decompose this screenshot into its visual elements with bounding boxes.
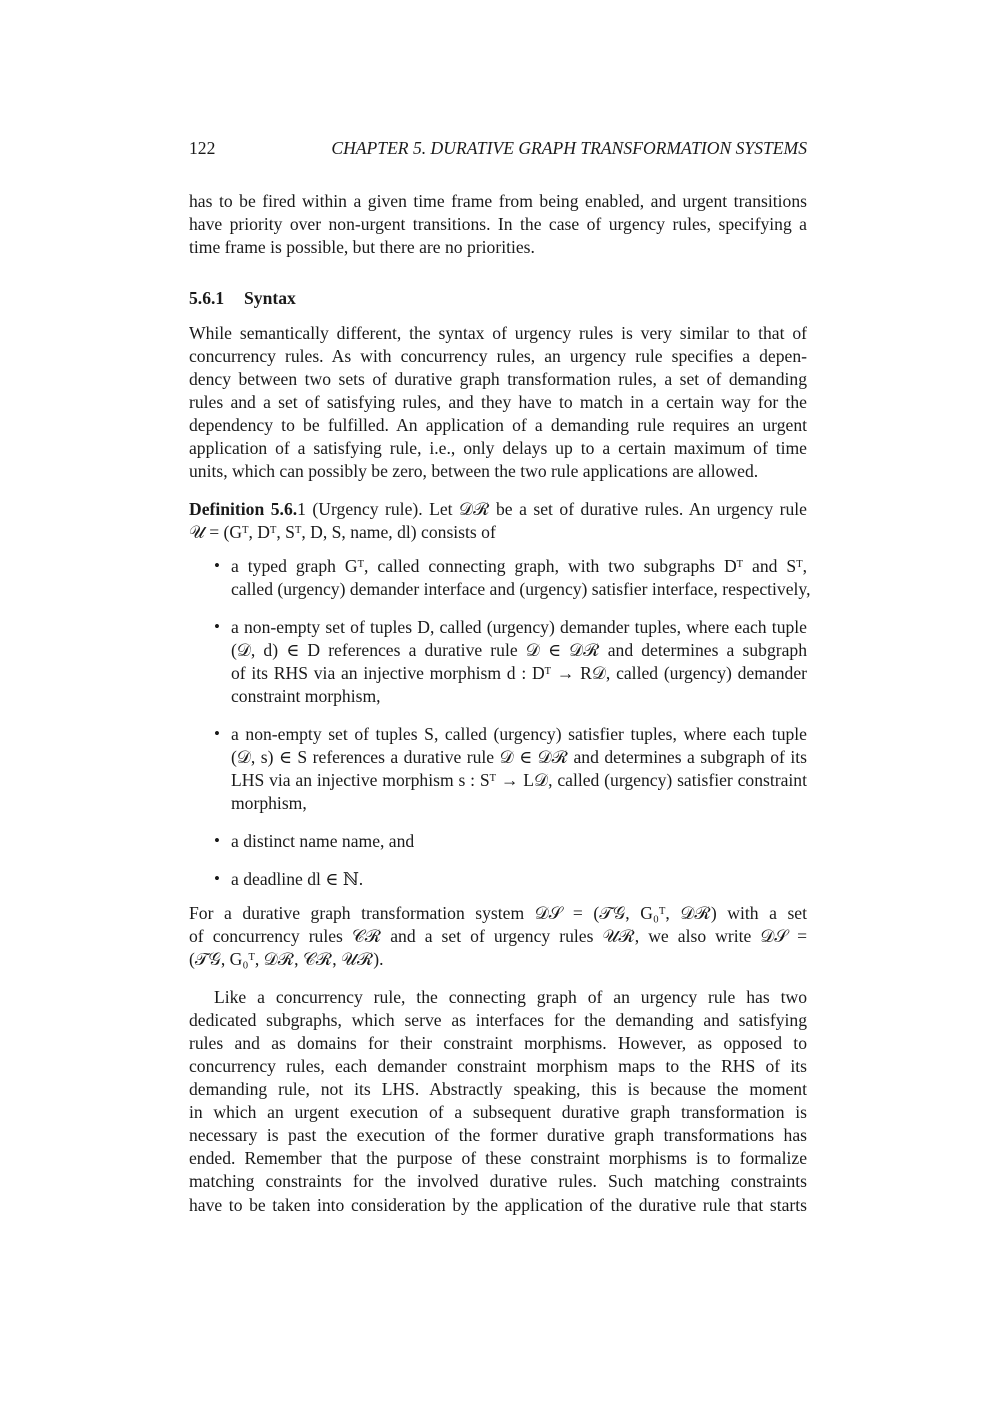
text-line: rules and as domains for their constraint morphisms. However, as opposed to bbox=[189, 1033, 807, 1053]
text-line: of concurrency rules 𝒞ℛ and a set of urgency rules 𝒰ℛ, we also write 𝒟𝒮 = bbox=[189, 926, 807, 946]
text-line: units, which can possibly be zero, between the two rule applications are allowed. bbox=[189, 461, 759, 481]
running-title: CHAPTER 5. DURATIVE GRAPH TRANSFORMATION SYSTEMS bbox=[331, 138, 807, 158]
text-line: While semantically different, the syntax of urgency rules is very similar to that of bbox=[189, 323, 807, 343]
text-line: Like a concurrency rule, the connecting graph of an urgency rule has two bbox=[214, 987, 807, 1007]
text-line: a non-empty set of tuples S, called (urgency) satisfier tuples, where each tuple bbox=[231, 724, 807, 744]
text-line: For a durative graph transformation system 𝒟𝒮 = (𝒯𝒢, G₀ᵀ, 𝒟ℛ) with a set bbox=[189, 903, 807, 923]
text-line: rules and a set of satisfying rules, and they have to match in a certain way for the bbox=[189, 392, 807, 412]
text-line: concurrency rules, each demander constraint morphism maps to the RHS of its bbox=[189, 1056, 807, 1076]
text-line: has to be fired within a given time frame from being enabled, and urgent transitions bbox=[189, 191, 807, 211]
text-line: necessary is past the execution of the former durative graph transformations has bbox=[189, 1125, 807, 1145]
bullet-icon: • bbox=[214, 617, 220, 636]
text-line: have priority over non-urgent transitions. In the case of urgency rules, specifying a bbox=[189, 214, 807, 234]
text-line: a typed graph Gᵀ, called connecting graph, with two subgraphs Dᵀ and Sᵀ, bbox=[231, 556, 807, 576]
text-line: 𝒰 = (Gᵀ, Dᵀ, Sᵀ, D, S, name, dl) consists of bbox=[189, 522, 496, 542]
text-line: a deadline dl ∈ ℕ. bbox=[231, 869, 364, 889]
text-line: have to be taken into consideration by the application of the durative rule that starts bbox=[189, 1195, 807, 1215]
section-title: Syntax bbox=[244, 288, 296, 308]
section-number: 5.6.1 bbox=[189, 288, 225, 308]
bullet-icon: • bbox=[214, 869, 220, 888]
text-line: matching constraints for the involved durative rules. Such matching constraints bbox=[189, 1171, 807, 1191]
text-line: ended. Remember that the purpose of these constraint morphisms is to formalize bbox=[189, 1148, 807, 1168]
text-line: (𝒯𝒢, G₀ᵀ, 𝒟ℛ, 𝒞ℛ, 𝒰ℛ). bbox=[189, 949, 384, 969]
text-line: dependency to be fulfilled. An application of a demanding rule requires an urgent bbox=[189, 415, 807, 435]
text-line: dedicated subgraphs, which serve as interfaces for the demanding and satisfying bbox=[189, 1010, 807, 1030]
text-line: concurrency rules. As with concurrency rules, an urgency rule specifies a depen- bbox=[189, 346, 807, 366]
text-line: of its RHS via an injective morphism d : Dᵀ → R𝒟, called (urgency) demander bbox=[231, 663, 807, 683]
text-line: a distinct name name, and bbox=[231, 831, 415, 851]
text-line: a non-empty set of tuples D, called (urgency) demander tuples, where each tuple bbox=[231, 617, 807, 637]
text-line: dency between two sets of durative graph transformation rules, a set of demanding bbox=[189, 369, 807, 389]
text-line: application of a satisfying rule, i.e., only delays up to a certain maximum of time bbox=[189, 438, 807, 458]
text-line: (𝒟, d) ∈ D references a durative rule 𝒟 ∈ 𝒟ℛ and determines a subgraph bbox=[231, 640, 807, 660]
bullet-icon: • bbox=[214, 724, 220, 743]
page-number: 122 bbox=[189, 138, 216, 158]
text-line: demanding rule, not its LHS. Abstractly speaking, this is because the moment bbox=[189, 1079, 807, 1099]
text-line: in which an urgent execution of a subsequent durative graph transformation is bbox=[189, 1102, 807, 1122]
text-line: morphism, bbox=[231, 793, 307, 813]
text-line: LHS via an injective morphism s : Sᵀ → L𝒟, called (urgency) satisfier constraint bbox=[231, 770, 807, 790]
text-line: Definition 5.6.1 (Urgency rule). Let 𝒟ℛ be a set of durative rules. An urgency rule bbox=[189, 499, 807, 519]
text-line: called (urgency) demander interface and (urgency) satisfier interface, respectively, bbox=[231, 579, 811, 599]
bullet-icon: • bbox=[214, 831, 220, 850]
text-line: (𝒟, s) ∈ S references a durative rule 𝒟 ∈ 𝒟ℛ and determines a subgraph of its bbox=[231, 747, 807, 767]
text-line: time frame is possible, but there are no priorities. bbox=[189, 237, 535, 257]
bullet-icon: • bbox=[214, 556, 220, 575]
text-line: constraint morphism, bbox=[231, 686, 381, 706]
